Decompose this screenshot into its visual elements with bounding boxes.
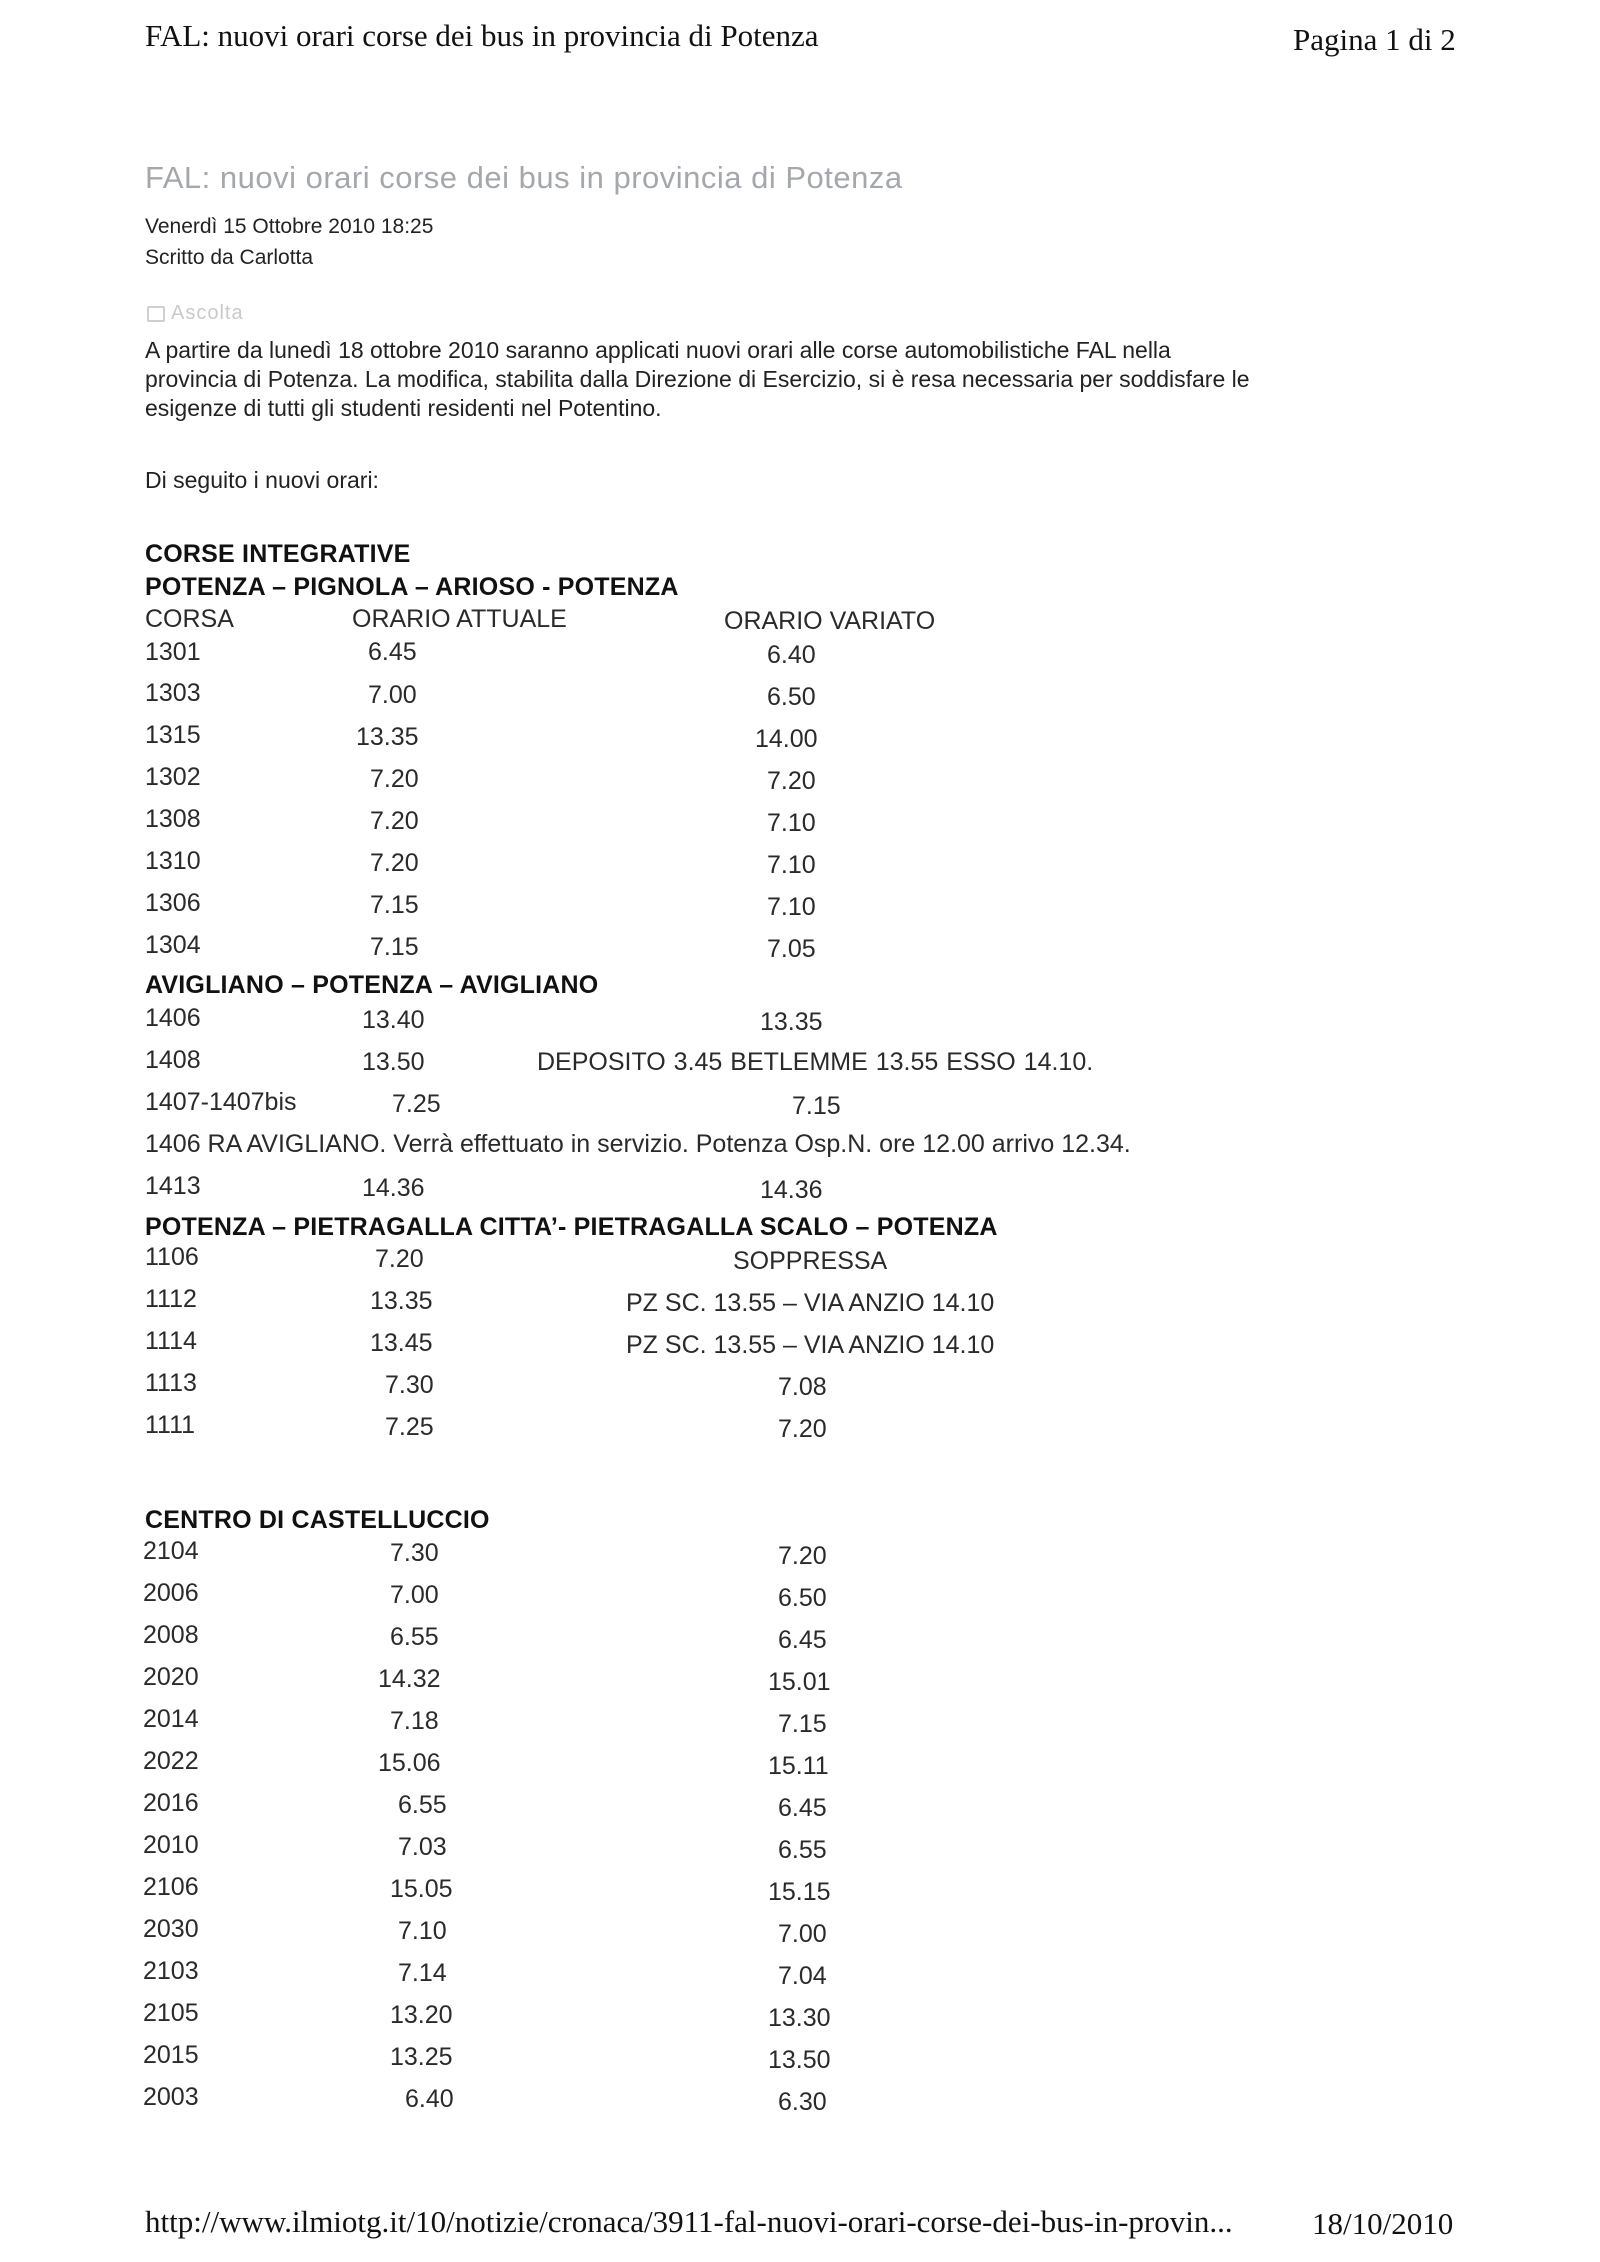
print-footer-date: 18/10/2010 <box>1312 2206 1454 2241</box>
orario-variato: 6.55 <box>778 1836 827 1864</box>
orario-variato: PZ SC. 13.55 – VIA ANZIO 14.10 <box>626 1289 995 1317</box>
orario-variato: 7.20 <box>778 1415 827 1443</box>
corsa-number: 2020 <box>143 1663 199 1691</box>
orario-variato: 15.15 <box>768 1878 831 1906</box>
corsa-number: 2103 <box>143 1957 199 1985</box>
intro-line: esigenze di tutti gli studenti residenti nel Potentino. <box>145 395 662 421</box>
orario-variato: 13.30 <box>768 2004 831 2032</box>
orario-attuale: 7.03 <box>398 1833 447 1861</box>
orario-attuale: 13.25 <box>390 2043 453 2071</box>
corsa-number: 1111 <box>145 1411 196 1439</box>
orario-attuale: 13.35 <box>370 1287 433 1315</box>
orario-attuale: 13.45 <box>370 1329 433 1357</box>
corsa-number: 2010 <box>143 1831 199 1859</box>
orario-variato: 6.30 <box>778 2088 827 2116</box>
listen-button[interactable] <box>147 302 244 325</box>
corsa-number: 2016 <box>143 1789 199 1817</box>
corsa-number: 2015 <box>143 2041 199 2069</box>
print-footer-url: http://www.ilmiotg.it/10/notizie/cronaca/3911-fal-nuovi-orari-corse-dei-bus-in-provin... <box>145 2204 1233 2239</box>
orario-variato: PZ SC. 13.55 – VIA ANZIO 14.10 <box>626 1331 995 1359</box>
orario-attuale: 7.25 <box>392 1090 441 1118</box>
orario-attuale: 6.45 <box>368 638 417 666</box>
corsa-number: 1310 <box>145 847 201 875</box>
corsa-number: 2105 <box>143 1999 199 2027</box>
orario-variato: 7.04 <box>778 1962 827 1990</box>
orario-variato: 13.35 <box>760 1008 823 1036</box>
corsa-number: 1315 <box>145 721 201 749</box>
corsa-number: 1308 <box>145 805 201 833</box>
orario-attuale: 6.40 <box>405 2085 454 2113</box>
orario-attuale: 7.20 <box>375 1245 424 1273</box>
orario-attuale: 13.40 <box>362 1006 425 1034</box>
orario-attuale: 7.20 <box>370 849 419 877</box>
orario-attuale: 7.10 <box>398 1917 447 1945</box>
orario-variato: DEPOSITO 3.45 BETLEMME 13.55 ESSO 14.10. <box>537 1048 1094 1076</box>
corsa-number: 1406 <box>145 1004 201 1032</box>
orario-variato: 7.10 <box>767 809 816 837</box>
corsa-number: 1106 <box>145 1243 199 1271</box>
speaker-icon <box>147 306 165 322</box>
print-header-title: FAL: nuovi orari corse dei bus in provincia di Potenza <box>145 18 819 53</box>
column-header-orario-attuale: ORARIO ATTUALE <box>352 605 567 633</box>
group-title: CORSE INTEGRATIVE <box>145 540 411 568</box>
orario-attuale: 7.20 <box>370 765 419 793</box>
orario-attuale: 7.18 <box>390 1707 439 1735</box>
orario-variato: 7.10 <box>767 893 816 921</box>
print-header-page-number: Pagina 1 di 2 <box>1293 22 1456 57</box>
orario-variato: 7.20 <box>778 1542 827 1570</box>
orario-attuale: 14.32 <box>378 1665 441 1693</box>
corsa-number: 1413 <box>145 1172 201 1200</box>
orario-variato: 6.45 <box>778 1626 827 1654</box>
corsa-number: 1301 <box>145 638 201 666</box>
corsa-number: 2104 <box>143 1537 199 1565</box>
corsa-number: 1408 <box>145 1046 201 1074</box>
corsa-number: 1112 <box>145 1285 197 1313</box>
schedule-lead: Di seguito i nuovi orari: <box>145 467 379 493</box>
orario-variato: 6.50 <box>767 683 816 711</box>
corsa-number: 1114 <box>145 1327 197 1355</box>
orario-attuale: 7.14 <box>398 1959 447 1987</box>
orario-attuale: 7.20 <box>370 807 419 835</box>
corsa-number: 1304 <box>145 931 201 959</box>
orario-attuale: 7.15 <box>370 933 419 961</box>
corsa-number: 2106 <box>143 1873 199 1901</box>
corsa-number: 1306 <box>145 889 201 917</box>
orario-variato: 7.20 <box>767 767 816 795</box>
orario-variato: 6.50 <box>778 1584 827 1612</box>
orario-variato: 7.15 <box>778 1710 827 1738</box>
orario-attuale: 6.55 <box>390 1623 439 1651</box>
article-title[interactable]: FAL: nuovi orari corse dei bus in provincia di Potenza <box>145 160 903 195</box>
orario-variato: 14.00 <box>755 725 818 753</box>
article-author: Scritto da Carlotta <box>145 246 314 269</box>
orario-variato: 7.08 <box>778 1373 827 1401</box>
orario-variato: 7.10 <box>767 851 816 879</box>
orario-variato: 7.00 <box>778 1920 827 1948</box>
orario-attuale: 7.30 <box>390 1539 439 1567</box>
section-title-avigliano: AVIGLIANO – POTENZA – AVIGLIANO <box>145 971 599 999</box>
orario-variato: SOPPRESSA <box>733 1247 888 1275</box>
orario-variato: 13.50 <box>768 2046 831 2074</box>
orario-attuale: 15.05 <box>390 1875 453 1903</box>
intro-paragraph <box>145 336 1250 423</box>
intro-line: provincia di Potenza. La modifica, stabilita dalla Direzione di Esercizio, si è resa necessaria per soddisfare le <box>145 366 1250 392</box>
orario-attuale: 7.00 <box>368 681 417 709</box>
column-header-corsa: CORSA <box>145 605 234 633</box>
column-header-orario-variato: ORARIO VARIATO <box>724 607 936 635</box>
orario-attuale: 14.36 <box>362 1174 425 1202</box>
orario-attuale: 13.50 <box>362 1048 425 1076</box>
article-date: Venerdì 15 Ottobre 2010 18:25 <box>145 215 434 238</box>
orario-variato: 6.40 <box>767 641 816 669</box>
corsa-number: 2008 <box>143 1621 199 1649</box>
orario-attuale: 6.55 <box>398 1791 447 1819</box>
orario-attuale: 13.20 <box>390 2001 453 2029</box>
orario-variato: 15.01 <box>768 1668 831 1696</box>
corsa-number: 1407-1407bis <box>145 1088 297 1116</box>
corsa-number: 1302 <box>145 763 201 791</box>
orario-variato: 14.36 <box>760 1176 823 1204</box>
corsa-number: 2030 <box>143 1915 199 1943</box>
service-note: 1406 RA AVIGLIANO. Verrà effettuato in servizio. Potenza Osp.N. ore 12.00 arrivo 12.34. <box>145 1130 1131 1158</box>
intro-line: A partire da lunedì 18 ottobre 2010 saranno applicati nuovi orari alle corse automobilistiche FAL nella <box>145 337 1171 363</box>
section-title-pignola: POTENZA – PIGNOLA – ARIOSO - POTENZA <box>145 573 679 601</box>
corsa-number: 1113 <box>145 1369 197 1397</box>
section-title-castelluccio: CENTRO DI CASTELLUCCIO <box>145 1506 490 1534</box>
orario-variato: 7.15 <box>792 1092 841 1120</box>
listen-label: Ascolta <box>171 302 244 324</box>
orario-attuale: 7.30 <box>385 1371 434 1399</box>
orario-attuale: 7.25 <box>385 1413 434 1441</box>
corsa-number: 2006 <box>143 1579 199 1607</box>
orario-variato: 15.11 <box>768 1752 829 1780</box>
orario-attuale: 7.15 <box>370 891 419 919</box>
corsa-number: 2003 <box>143 2083 199 2111</box>
orario-attuale: 7.00 <box>390 1581 439 1609</box>
section-title-pietragalla: POTENZA – PIETRAGALLA CITTA’- PIETRAGALLA SCALO – POTENZA <box>145 1213 998 1241</box>
orario-attuale: 15.06 <box>378 1749 441 1777</box>
corsa-number: 2014 <box>143 1705 199 1733</box>
orario-attuale: 13.35 <box>356 723 419 751</box>
orario-variato: 7.05 <box>767 935 816 963</box>
corsa-number: 1303 <box>145 679 201 707</box>
orario-variato: 6.45 <box>778 1794 827 1822</box>
corsa-number: 2022 <box>143 1747 199 1775</box>
